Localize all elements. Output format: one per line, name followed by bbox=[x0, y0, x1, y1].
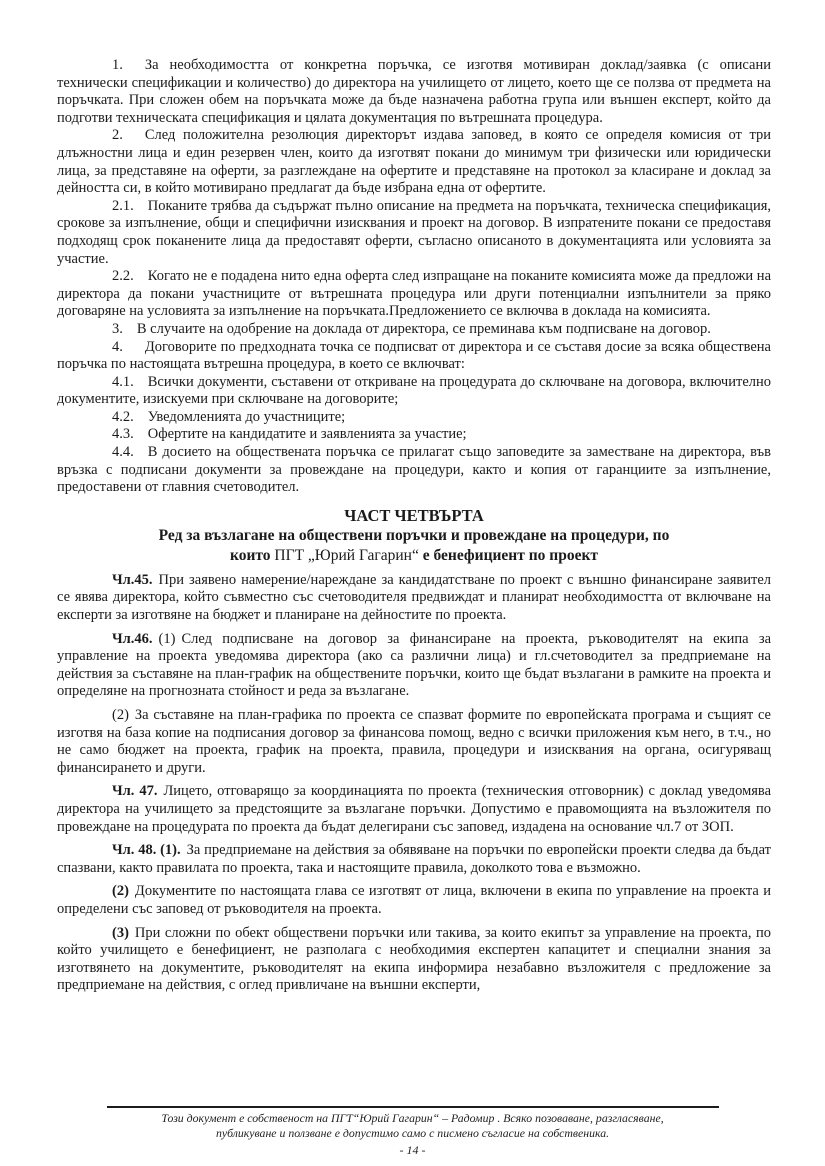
document-body bbox=[57, 57, 771, 1096]
article-text: При сложни по обект обществени поръчки или такива, за които екипът за управление на проекта, по който училището е бенефициент, не разполага с необходимия експертен капацитет и специални знания за изготвянето на документите, ръководителят на екипа информира незабавно възложителя с предложение за предприемане на действия, с оглед привличане на външни експерти, bbox=[57, 924, 771, 994]
article-label: Чл. 47. bbox=[112, 783, 158, 800]
item-text: В досието на обществената поръчка се прилагат също заповедите за заместване на директора, във връзка с подписани документи за провеждане на процедури, както и копия от гаранциите за изпълнение, предоставени от главния счетоводител. bbox=[57, 444, 771, 496]
article-48-par2 bbox=[57, 883, 771, 918]
list-item bbox=[57, 198, 771, 268]
list-item bbox=[57, 321, 771, 339]
article-48-par3 bbox=[57, 925, 771, 995]
subtitle-regular-part: ПГТ „Юрий Гагарин“ bbox=[270, 546, 423, 564]
article-46-par1 bbox=[57, 631, 771, 701]
item-number: 2.2. bbox=[112, 268, 134, 285]
item-number: 3. bbox=[112, 320, 123, 337]
list-item bbox=[57, 374, 771, 409]
item-number: 2. bbox=[112, 127, 123, 144]
item-number: 4.1. bbox=[112, 373, 134, 390]
item-number: 4.2. bbox=[112, 408, 134, 425]
item-number: 4.4. bbox=[112, 444, 134, 461]
article-text: Документите по настоящата глава се изготвят от лица, включени в екипа по управление на проекта и определени със заповед от ръководителя на проекта. bbox=[57, 883, 771, 917]
page-number: - 14 - bbox=[399, 1143, 426, 1157]
article-text: След подписване на договор за финансиране на проекта, ръководителят на екипа за управление на проекта уведомява директора (ако са различни лица) и гл.счетоводител за предприемане на действия за съставяне на план-график на обществените поръчки, които ще бъдат възлагани в рамките на проекта и определяне на прогнозната стойност и реда за възлагане. bbox=[57, 630, 771, 700]
item-number: 4. bbox=[112, 338, 123, 355]
article-label: Чл.45. bbox=[112, 571, 153, 588]
item-text: В случаите на одобрение на доклада от директора, се преминава към подписване на договор. bbox=[136, 320, 711, 337]
item-text: Всички документи, съставени от откриване на процедурата до сключване на договора, включително документите, изискуеми при сключване на договорите; bbox=[57, 373, 771, 408]
paragraph-number: (1) bbox=[158, 630, 176, 647]
section-heading bbox=[57, 505, 771, 566]
part-title: ЧАСТ ЧЕТВЪРТА bbox=[344, 505, 484, 525]
list-item bbox=[57, 339, 771, 374]
list-item bbox=[57, 127, 771, 197]
article-label: Чл.46. bbox=[112, 630, 153, 647]
article-46-par2 bbox=[57, 707, 771, 777]
subtitle-bold-part: е бенефициент по проект bbox=[422, 546, 599, 564]
article-45 bbox=[57, 572, 771, 625]
paragraph-number: (3) bbox=[112, 924, 129, 941]
section-subtitle-line1: Ред за възлагане на обществени поръчки и провеждане на процедури, по bbox=[158, 526, 670, 544]
list-item bbox=[57, 268, 771, 321]
article-text: За съставяне на план-графика по проекта се спазват формите по европейската програма и същият се изготвя на база копие на подписания договор за финансова помощ, ведно с всички приложения към него, в т.ч., но не само бюджет на проекта, график на проекта, правила, процедури и изисквания на органа, осигуряващ финансирането и други. bbox=[57, 707, 771, 776]
article-text: При заявено намерение/нареждане за кандидатстване по проект с външно финансиране заявител се явява директора, който съвместно със счетоводителя предвиждат и планират необходимостта от включване на експерти за изготвяне на бюджет и планиране на дейностите по проекта. bbox=[57, 571, 771, 624]
paragraph-number: (2) bbox=[112, 883, 129, 900]
article-text: Лицето, отговарящо за координацията по проекта (техническия отговорник) с доклад уведомява директора на училището за предстоящите за възлагане поръчки. Допустимо е правомощията на възложителя по провеждане на процедурата по проекта да бъдат делегирани със заповед, издадена на основание чл.7 от ЗОП. bbox=[57, 783, 771, 835]
item-text: Договорите по предходната точка се подписват от директора и се съставя досие за всяка обществена поръчка по настоящата вътрешна процедура, в което се включват: bbox=[57, 338, 771, 373]
item-text: За необходимостта от конкретна поръчка, се изготвя мотивиран доклад/заявка (с описани технически спецификации и количество) до директора на училището от лицето, което ще се ползва от предмета на поръчката. При сложен обем на поръчката може да бъде назначена работна група или външен експерт, който да подготви техническата спецификация и цялата документация по вътрешната процедура. bbox=[57, 57, 771, 126]
footer-ownership-line2: публикуване и ползване е допустимо само с писмено съгласие на собственика. bbox=[215, 1125, 610, 1140]
article-48-par1 bbox=[57, 842, 771, 877]
section-subtitle-line2 bbox=[57, 546, 771, 566]
item-number: 1. bbox=[112, 57, 123, 73]
list-item bbox=[57, 444, 771, 497]
item-text: След положителна резолюция директорът издава заповед, в която се определя комисия от три длъжностни лица и един резервен член, които да изготвят покани до минимум три физически или юридически лица, за представяне на оферти, за разглеждане на офертите и представяне на протокол за класиране и доклад за дейността си, в който мотивирано предлагат да бъде избрана една от офертите. bbox=[57, 127, 771, 197]
item-text: Поканите трябва да съдържат пълно описание на предмета на поръчката, техническа спецификация, срокове за изпълнение, общи и специфични изисквания и проект на договор. В изпратените покани се предоставя подходящ срок поканените лица да предоставят оферти, съгласно описаното в документацията или условията за участие. bbox=[57, 197, 771, 267]
item-number: 4.3. bbox=[112, 426, 134, 443]
list-item bbox=[57, 426, 771, 444]
paragraph-number: (2) bbox=[112, 707, 129, 723]
subtitle-bold-part: които bbox=[229, 546, 271, 564]
list-item bbox=[57, 409, 771, 427]
item-number: 2.1. bbox=[112, 197, 134, 214]
list-item bbox=[57, 57, 771, 127]
item-text: Уведомленията до участниците; bbox=[147, 408, 346, 425]
article-label: Чл. 48. (1). bbox=[112, 842, 181, 859]
item-text: Когато не е подадена нито една оферта след изпращане на поканите комисията може да предложи на директора да покани участниците от вътрешната процедура или други потенциални изпълнители за пряко договаряне на условията за изпълнение на поръчката.Предложението се включва в доклада на комисията. bbox=[57, 268, 771, 320]
article-text: За предприемане на действия за обявяване на поръчки по европейски проекти следва да бъдат спазвани, както правилата по проекта, така и настоящите правила, доколкото това е възможно. bbox=[57, 842, 771, 876]
page-footer bbox=[0, 1106, 825, 1158]
item-text: Офертите на кандидатите и заявленията за участие; bbox=[147, 426, 467, 443]
footer-ownership-line1: Този документ е собственост на ПГТ“Юрий Гагарин“ – Радомир . Всяко позоваване, разгласяване, bbox=[161, 1111, 664, 1125]
article-47 bbox=[57, 783, 771, 836]
footer-divider bbox=[107, 1106, 719, 1108]
